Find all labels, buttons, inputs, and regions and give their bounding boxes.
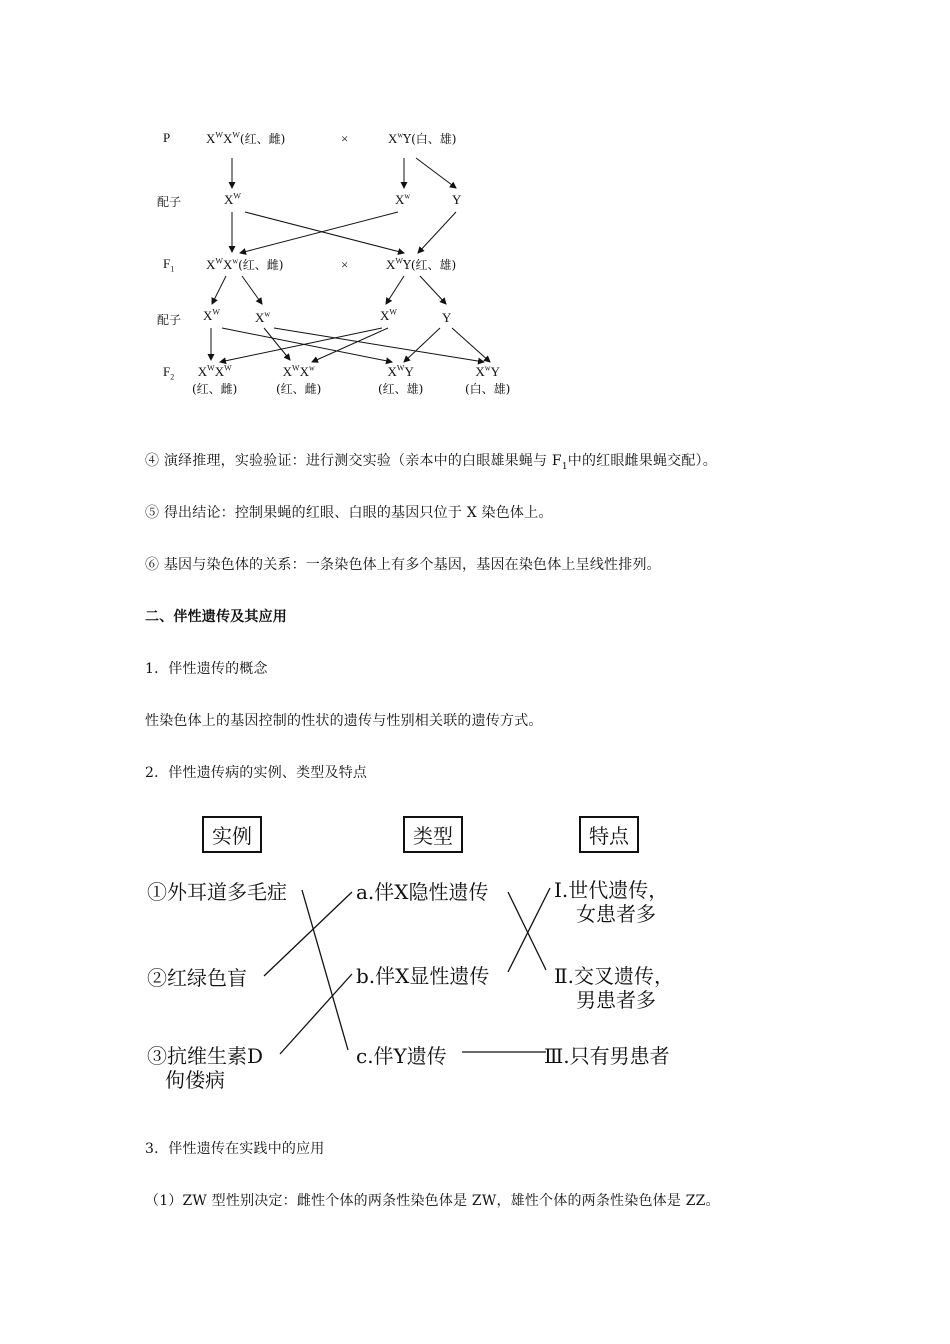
- concept-text: 性染色体上的基因控制的性状的遗传与性别相关联的遗传方式。: [145, 713, 543, 729]
- example-3-line-1: ③抗维生素D: [147, 1044, 264, 1068]
- f1-male-genotype: $X^WY$(红、雄): [386, 256, 457, 272]
- p-female-genotype: $X^WX^W$(红、雌): [206, 130, 286, 146]
- type-b: b.伴X显性遗传: [356, 964, 490, 988]
- gamete-f1-female-1: $X^W$: [203, 307, 220, 323]
- cross-symbol-p: ×: [341, 131, 349, 146]
- gamete-p-male-y: Y: [452, 192, 462, 207]
- example-1: ①外耳道多毛症: [147, 880, 287, 904]
- example-3-line-2: 佝偻病: [165, 1068, 225, 1092]
- header-examples: 实例: [202, 816, 262, 853]
- subheading-3: 3．伴性遗传在实践中的应用: [145, 1141, 325, 1157]
- type-a: a.伴X隐性遗传: [356, 880, 489, 904]
- gamete-p-female: $X^W$: [224, 191, 241, 207]
- type-c: c.伴Y遗传: [356, 1044, 447, 1068]
- feature-2-line-1: Ⅱ.交叉遗传，: [554, 964, 674, 988]
- example-2: ②红绿色盲: [147, 966, 247, 990]
- feature-3: Ⅲ.只有男患者: [544, 1044, 670, 1068]
- zw-paragraph: （1）ZW 型性别决定：雌性个体的两条性染色体是 ZW，雄性个体的两条性染色体是 ZZ。: [145, 1193, 720, 1209]
- header-features: 特点: [579, 816, 639, 853]
- feature-1-line-1: Ⅰ.世代遗传，: [554, 878, 669, 902]
- cross-symbol-f1: ×: [341, 257, 349, 272]
- row-label-f1: $F_1$: [163, 256, 175, 274]
- paragraph-step-4: ④ 演绎推理，实验验证：进行测交实验（亲本中的白眼雄果蝇与 $F_1$中的红眼雌果蝇交配）。: [145, 453, 717, 472]
- cross-lines: [0, 0, 950, 420]
- f2-offspring-3: $X^WY$ (红、雄): [378, 363, 424, 396]
- row-label-gamete-1: 配子: [157, 195, 182, 209]
- subheading-2: 2．伴性遗传病的实例、类型及特点: [145, 765, 368, 781]
- row-label-gamete-2: 配子: [157, 313, 182, 327]
- f2-offspring-2: $X^WX^w$ (红、雌): [276, 363, 322, 396]
- row-label-f2: $F_2$: [163, 364, 175, 382]
- gamete-f1-female-2: $X^w$: [255, 309, 271, 325]
- paragraph-step-6: ⑥ 基因与染色体的关系：一条染色体上有多个基因，基因在染色体上呈线性排列。: [145, 557, 661, 573]
- p-male-genotype: $X^wY$(白、雄): [388, 130, 457, 146]
- paragraph-step-5: ⑤ 得出结论：控制果蝇的红眼、白眼的基因只位于 X 染色体上。: [145, 505, 553, 521]
- gamete-f1-male-x: $X^W$: [380, 307, 397, 323]
- row-label-p: P: [163, 130, 171, 145]
- feature-1-line-2: 女患者多: [576, 902, 656, 926]
- feature-2-line-2: 男患者多: [576, 988, 656, 1012]
- f1-female-genotype: $X^WX^w$(红、雌): [206, 256, 284, 272]
- matching-lines: [0, 800, 950, 1100]
- subheading-1: 1．伴性遗传的概念: [145, 661, 268, 677]
- section-heading-2: 二、伴性遗传及其应用: [145, 609, 287, 625]
- header-types: 类型: [403, 816, 463, 853]
- f2-offspring-4: $X^wY$ (白、雄): [465, 363, 511, 396]
- f2-offspring-1: $X^WX^W$ (红、雌): [192, 363, 238, 396]
- gamete-f1-male-y: Y: [442, 310, 452, 325]
- gamete-p-male-x: $X^w$: [395, 191, 411, 207]
